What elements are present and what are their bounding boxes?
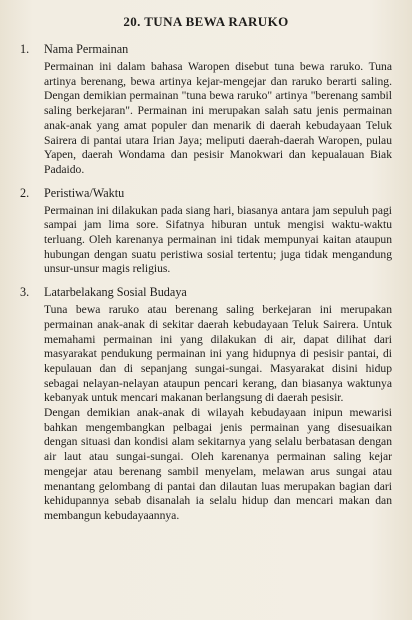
- section-title: Peristiwa/Waktu: [44, 185, 125, 200]
- section-paragraph: Permainan ini dilakukan pada siang hari, biasanya antara jam sepuluh pagi sampai jam lima sore. Sifatnya hiburan untuk mengisi waktu-waktu terluang. Oleh karenanya permainan ini tidak mempunyai kaitan ataupun hubungan dengan suatu peristiwa sosial tertentu; juga tidak mengandung unsur-unsur magis religius.: [44, 203, 392, 276]
- section-title: Latarbelakang Sosial Budaya: [44, 285, 187, 300]
- section-heading: [20, 186, 392, 201]
- section-title: Nama Permainan: [44, 42, 129, 56]
- section-number: 2.: [20, 185, 30, 200]
- section-heading: [20, 285, 392, 300]
- section-latarbelakang: [20, 285, 392, 524]
- section-nama-permainan: [20, 42, 392, 178]
- section-paragraph: Permainan ini dalam bahasa Waropen disebut tuna bewa raruko. Tuna artinya berenang, bewa artinya kejar-mengejar dan raruko berarti saling. Dengan demikian permainan "tuna bewa raruko" artinya "berenang sambil saling berkejaran". Permainan ini merupakan salah satu jenis permainan anak-anak yang amat populer dan menarik di daerah kebudayaan Teluk Sairera di pantai utara Irian Jaya; meliputi daerah-daerah Waropen, pulau Yapen, daerah Wondama dan pesisir Manokwari dan kepualauan Biak Padaido.: [44, 60, 392, 176]
- section-peristiwa-waktu: [20, 186, 392, 278]
- section-paragraph: Tuna bewa raruko atau berenang saling berkejaran ini merupakan permainan anak-anak di sekitar daerah kebudayaan Teluk Sairera. Untuk memahami permainan ini yang dilakukan di air, dapat dilihat dari masyarakat pendukung permainan ini yang hidupnya di pesisir pantai, di kepulauan dan di sepanjang sungai-sungai. Masyarakat disini hidup sebagai nelayan-nelayan ataupun pencari kerang, dan biasanya waktunya kebanyak untuk mencari makanan berlangsung di daerah pesisir.: [44, 303, 392, 405]
- page-title: 20. TUNA BEWA RARUKO: [123, 14, 289, 29]
- section-paragraph: Dengan demikian anak-anak di wilayah kebudayaan inipun mewarisi bahkan mengembangkan pelbagai jenis permainan yang disesuaikan dengan situasi dan kondisi alam sekitarnya yang selalu berbatasan dengan air laut atau sungai-sungai. Oleh karenanya permainan saling kejar mengejar atau berenang sambil menyelam, melawan arus sungai atau menantang gelombang di pantai dan dilautan luas merupakan bagian dari kehidupannya sebab disanalah ia selalu hidup dan mencari makan dan membangun kebudayaannya.: [44, 406, 392, 522]
- section-heading: [20, 42, 392, 57]
- section-number: 3.: [20, 285, 30, 300]
- section-number: 1.: [20, 42, 30, 56]
